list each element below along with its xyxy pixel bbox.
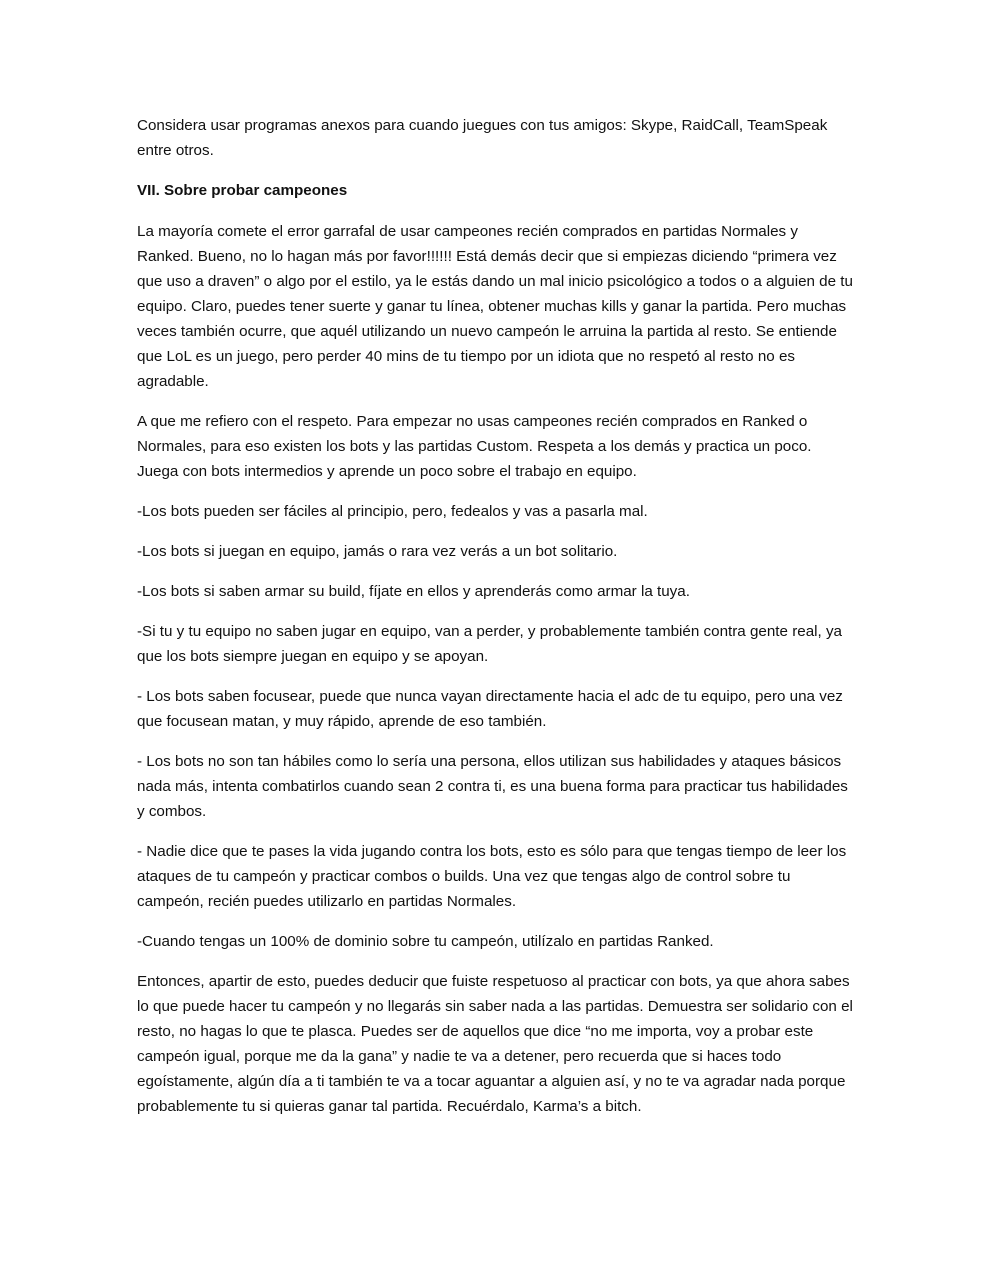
bullet-paragraph: -Los bots si saben armar su build, fíjate en ellos y aprenderás como armar la tuya. [137,583,690,600]
closing-paragraph: Entonces, apartir de esto, puedes deducir que fuiste respetuoso al practicar con bots, ya que ahora sabes lo que puede hacer tu campeón y no llegarás sin saber nada a las partidas. Demuestra ser solidario con el resto, no hagas lo que te plasca. Puedes ser de aquellos que dice “no me importa, voy a probar este campeón igual, porque me da la gana” y nadie te va a detener, pero recuerda que si haces todo egoístamente, algún día a ti también te va a tocar aguantar a alguien así, y no te va agradar nada porque probablemente tu si quieras ganar tal partida. Recuérdalo, Karma’s a bitch. [137,973,853,1115]
bullet-paragraph: - Nadie dice que te pases la vida jugando contra los bots, esto es sólo para que tengas tiempo de leer los ataques de tu campeón y practicar combos o builds. Una vez que tengas algo de control sobre tu campeón, recién puedes utilizarlo en partidas Normales. [137,843,847,910]
bullet-paragraph: -Si tu y tu equipo no saben jugar en equipo, van a perder, y probablemente también contra gente real, ya que los bots siempre juegan en equipo y se apoyan. [137,623,842,665]
bullet-paragraph: -Los bots si juegan en equipo, jamás o rara vez verás a un bot solitario. [137,543,618,560]
paragraph: La mayoría comete el error garrafal de usar campeones recién comprados en partidas Normales y Ranked. Bueno, no lo hagan más por favor!!!!!! Está demás decir que si empiezas diciendo “primera vez que uso a draven” o algo por el estilo, ya le estás dando un mal inicio psicológico a todos o a alguien de tu equipo. Claro, puedes tener suerte y ganar tu línea, obtener muchas kills y ganar la partida. Pero muchas veces también ocurre, que aquél utilizando un nuevo campeón le arruina la partida al resto. Se entiende que LoL es un juego, pero perder 40 mins de tu tiempo por un idiota que no respetó al resto no es agradable. [137,223,853,390]
bullet-paragraph: - Los bots no son tan hábiles como lo sería una persona, ellos utilizan sus habilidades y ataques básicos nada más, intenta combatirlos cuando sean 2 contra ti, es una buena forma para practicar tus habilidades y combos. [137,753,848,820]
intro-paragraph: Considera usar programas anexos para cuando juegues con tus amigos: Skype, RaidCall, TeamSpeak entre otros. [137,117,828,159]
paragraph: A que me refiero con el respeto. Para empezar no usas campeones recién comprados en Ranked o Normales, para eso existen los bots y las partidas Custom. Respeta a los demás y practica un poco. Juega con bots intermedios y aprende un poco sobre el trabajo en equipo. [137,413,812,480]
section-heading: VII. Sobre probar campeones [137,182,348,199]
bullet-paragraph: - Los bots saben focusear, puede que nunca vayan directamente hacia el adc de tu equipo, pero una vez que focusean matan, y muy rápido, aprende de eso también. [137,688,843,730]
document-page [137,113,857,1134]
bullet-paragraph: -Cuando tengas un 100% de dominio sobre tu campeón, utilízalo en partidas Ranked. [137,933,714,950]
bullet-paragraph: -Los bots pueden ser fáciles al principio, pero, fedealos y vas a pasarla mal. [137,503,648,520]
